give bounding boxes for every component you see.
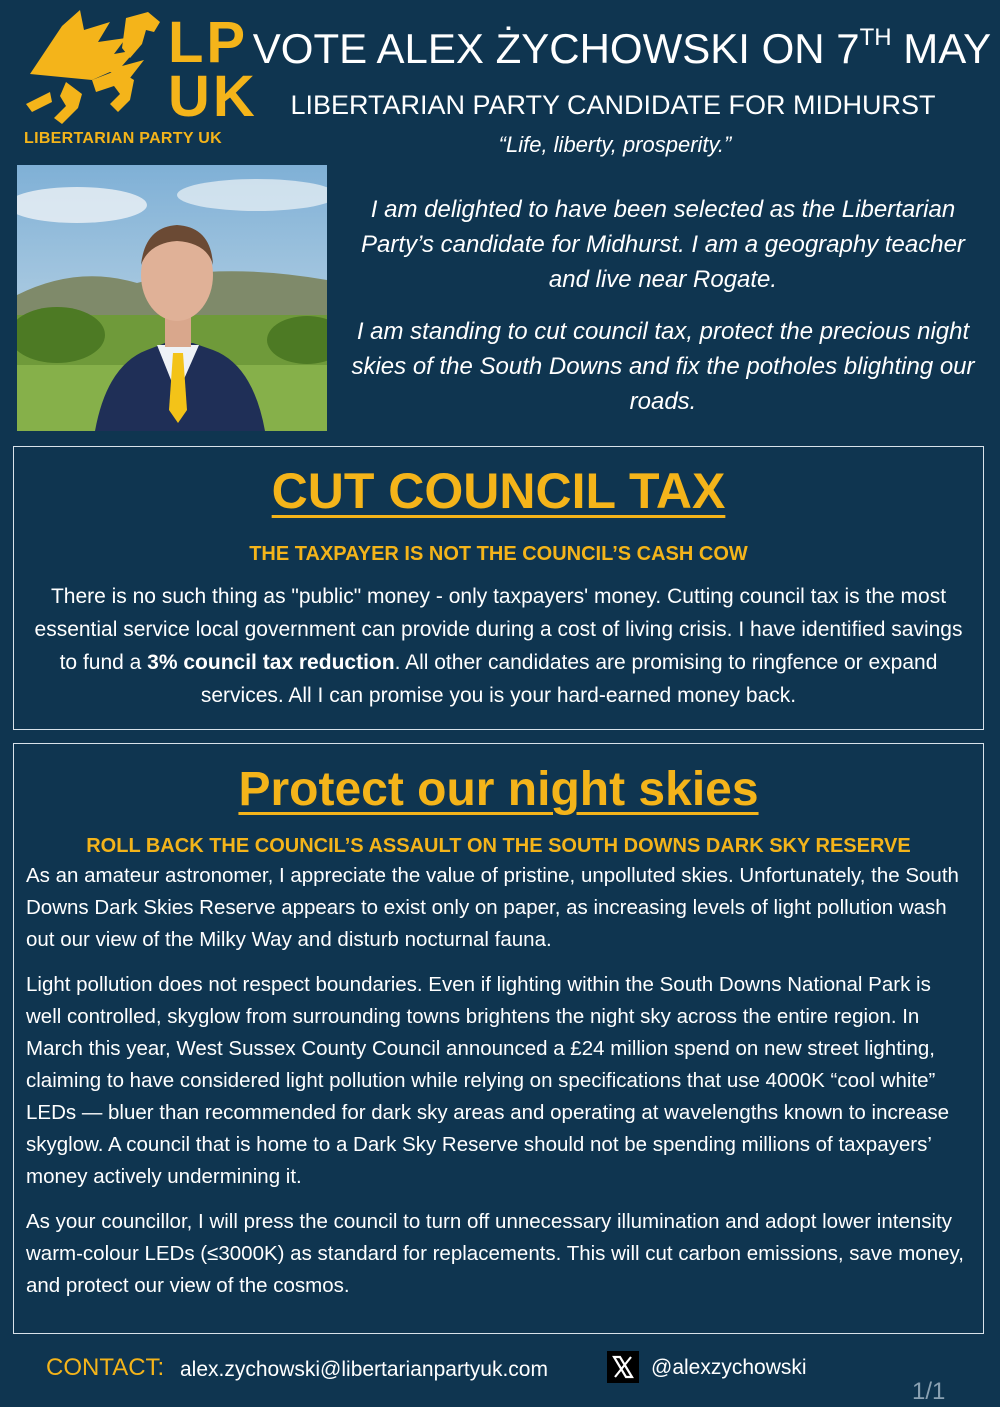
contact-email-link[interactable]: alex.zychowski@libertarianpartyuk.com <box>180 1358 548 1381</box>
candidate-photo <box>17 165 327 431</box>
headline-text: VOTE ALEX ŻYCHOWSKI ON 7 <box>252 25 860 72</box>
social-handle-link[interactable]: @alexzychowski <box>651 1356 807 1379</box>
intro-statement <box>338 192 988 436</box>
x-logo-icon[interactable] <box>607 1351 639 1383</box>
intro-paragraph: I am standing to cut council tax, protect the precious night skies of the South Downs and fix the potholes blighting our roads. <box>351 318 975 415</box>
griffin-icon <box>22 8 172 128</box>
section-paragraph: Light pollution does not respect boundaries. Even if lighting within the South Downs National Park is well controlled, skyglow from surrounding towns brightens the night sky across the entire region. In March this year, West Sussex County Council announced a £24 million spend on new street lighting, claiming to have considered light pollution while relying on specifications that use 4000K “cool white” LEDs — bluer than recommended for dark sky areas and operating at wavelengths known to increase skyglow. A council that is home to a Dark Sky Reserve should not be spending millions of taxpayers’ money actively undermining it. <box>26 973 950 1188</box>
section-cut-council-tax <box>13 446 984 730</box>
section-body <box>14 568 983 712</box>
section-paragraph: As your councillor, I will press the council to turn off unnecessary illumination and adopt lower intensity warm-colour LEDs (≤3000K) as standard for replacements. This will cut carbon emissions, save money, and protect our view of the cosmos. <box>26 1210 964 1297</box>
body-text-bold: 3% council tax reduction <box>147 651 395 674</box>
logo-letters-uk: UK <box>168 64 258 129</box>
intro-paragraph: I am delighted to have been selected as the Libertarian Party’s candidate for Midhurst. I am a geography teacher and live near Rogate. <box>361 196 965 293</box>
section-night-skies <box>13 743 984 1334</box>
body-text: There is no such thing as "public" money - only taxpayers' money. Cutting council tax is the most essential service local government can provide during a cost of living crisis. I have identified savings to fund a <box>34 585 963 674</box>
party-logo <box>22 8 258 153</box>
page-indicator: 1/1 <box>912 1378 946 1405</box>
section-subtitle: THE TAXPAYER IS NOT THE COUNCIL’S CASH COW <box>249 543 748 565</box>
section-paragraph: As an amateur astronomer, I appreciate the value of pristine, unpolluted skies. Unfortunately, the South Downs Dark Skies Reserve appears to exist only on paper, as increasing levels of light pollution wash out our view of the Milky Way and disturb nocturnal fauna. <box>26 864 959 951</box>
body-text: . All other candidates are promising to ringfence or expand services. All I can promise you is your hard-earned money back. <box>200 651 938 707</box>
slogan: “Life, liberty, prosperity.” <box>498 132 732 157</box>
header <box>0 0 1000 160</box>
section-title: CUT COUNCIL TAX <box>271 463 726 519</box>
logo-party-name: LIBERTARIAN PARTY UK <box>24 130 222 147</box>
headline <box>244 24 1000 74</box>
headline-superscript: TH <box>859 24 892 51</box>
section-title: Protect our night skies <box>238 763 759 816</box>
contact-footer <box>0 1345 1000 1405</box>
subheadline: LIBERTARIAN PARTY CANDIDATE FOR MIDHURST <box>290 90 936 120</box>
logo-letters-lp: LP <box>168 10 249 75</box>
headline-month: MAY <box>891 25 992 72</box>
contact-label: CONTACT: <box>46 1354 165 1381</box>
section-subtitle: ROLL BACK THE COUNCIL’S ASSAULT ON THE SOUTH DOWNS DARK SKY RESERVE <box>86 835 911 857</box>
